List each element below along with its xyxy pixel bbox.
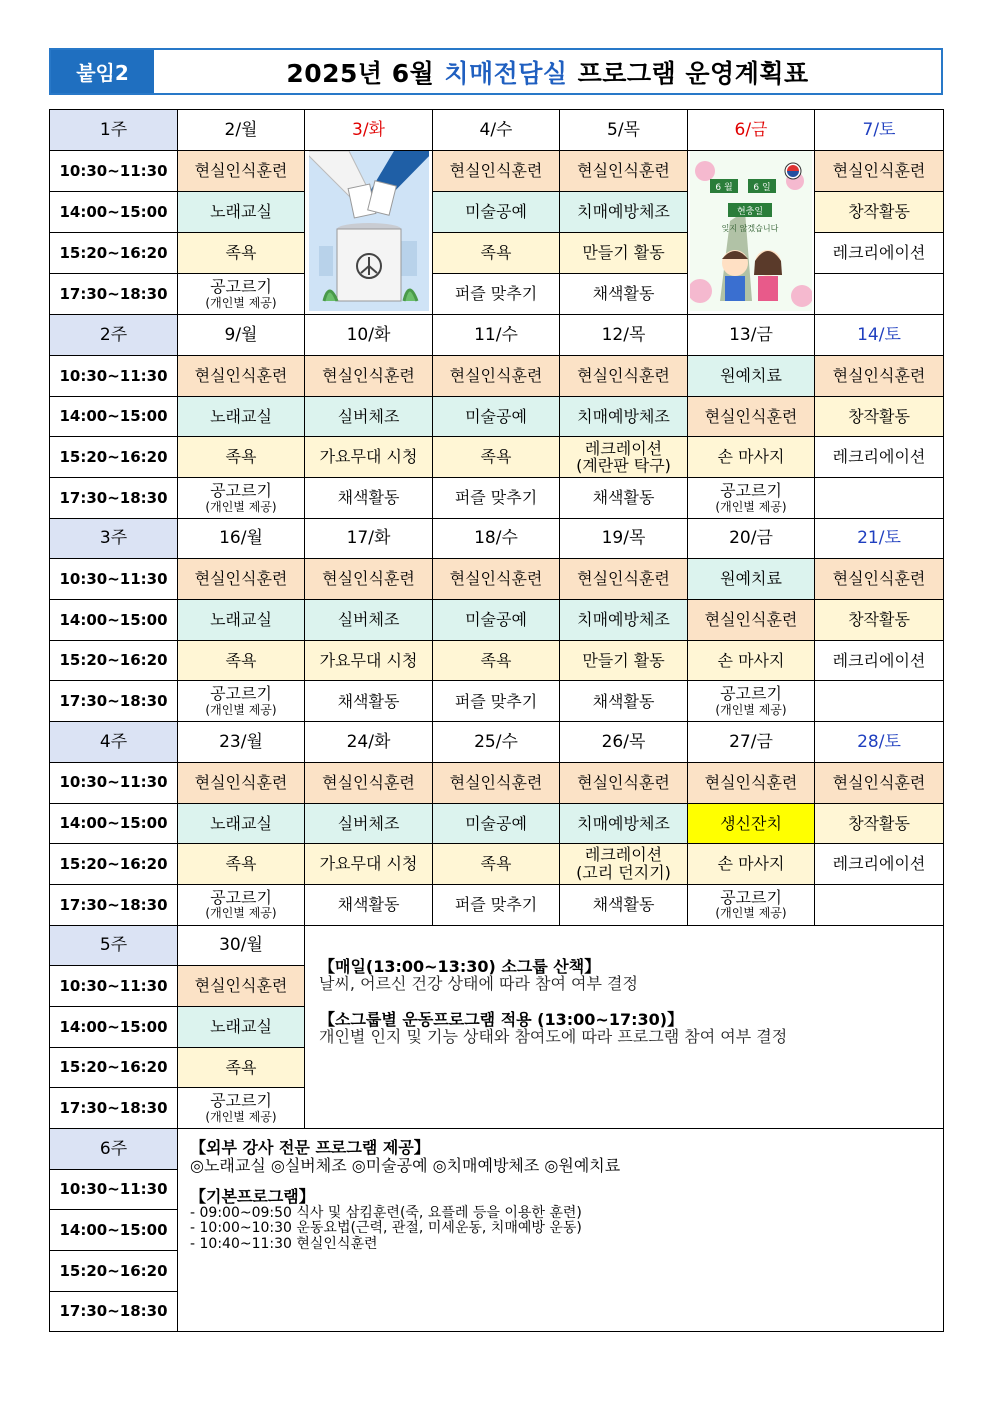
time-slot: 15:20~16:20: [50, 1047, 178, 1088]
program-cell: 현실인식훈련: [433, 762, 560, 803]
program-cell: [688, 884, 815, 925]
time-slot: 17:30~18:30: [50, 1291, 178, 1332]
attachment-tag: 붙임2: [51, 50, 154, 93]
program-cell: 퍼즐 맞추기: [433, 274, 560, 315]
time-slot: 17:30~18:30: [50, 884, 178, 925]
day-header: 11/수: [433, 315, 560, 356]
time-slot: 14:00~15:00: [50, 803, 178, 844]
memorial-title: 현충일: [736, 206, 764, 217]
program-cell: 창작활동: [815, 803, 944, 844]
empty-cell: [815, 274, 944, 315]
time-slot: 14:00~15:00: [50, 1210, 178, 1251]
program-cell: 채색활동: [305, 681, 433, 722]
note-heading: 【매일(13:00~13:30) 소그룹 산책】: [319, 956, 601, 976]
time-slot: 14:00~15:00: [50, 191, 178, 232]
time-slot: 17:30~18:30: [50, 1088, 178, 1129]
day-header: 2/월: [178, 110, 305, 151]
day-header-saturday: 7/토: [815, 110, 944, 151]
program-cell: 실버체조: [305, 396, 433, 437]
program-cell: 현실인식훈련: [560, 355, 688, 396]
program-cell: 만들기 활동: [560, 640, 688, 681]
program-cell: 실버체조: [305, 803, 433, 844]
program-cell: 실버체조: [305, 600, 433, 641]
time-slot: 15:20~16:20: [50, 437, 178, 478]
day-header: 17/화: [305, 518, 433, 559]
program-cell: 치매예방체조: [560, 191, 688, 232]
program-note: (고리 던지기): [576, 863, 671, 883]
note-text: 날씨, 어르신 건강 상태에 따라 참여 여부 결정: [319, 974, 638, 994]
time-slot: 15:20~16:20: [50, 1251, 178, 1292]
program-cell: 창작활동: [815, 396, 944, 437]
day-header-holiday: 3/화: [305, 110, 433, 151]
week-label: 3주: [50, 518, 178, 559]
program-note: (개인별 제공): [205, 295, 277, 310]
time-slot: 15:20~16:20: [50, 844, 178, 885]
week-label: 1주: [50, 110, 178, 151]
program-note: (개인별 제공): [715, 906, 787, 921]
title-room: 치매전담실: [444, 58, 568, 88]
program-cell: 손 마사지: [688, 844, 815, 885]
day-header: 10/화: [305, 315, 433, 356]
program-cell: [560, 844, 688, 885]
program-cell: 현실인식훈련: [560, 762, 688, 803]
time-slot: 15:20~16:20: [50, 232, 178, 273]
program-cell: 현실인식훈련: [560, 150, 688, 191]
program-cell: 만들기 활동: [560, 232, 688, 273]
time-slot: 17:30~18:30: [50, 681, 178, 722]
day-header-saturday: 28/토: [815, 722, 944, 763]
program-cell: [178, 1088, 305, 1129]
day-header: 13/금: [688, 315, 815, 356]
program-cell: 현실인식훈련: [305, 762, 433, 803]
program-cell: 미술공예: [433, 600, 560, 641]
program-cell: 퍼즐 맞추기: [433, 884, 560, 925]
day-header-saturday: 21/토: [815, 518, 944, 559]
note-heading: 【소그룹별 운동프로그램 적용 (13:00~17:30)】: [319, 1009, 684, 1029]
program-name: 공고르기: [210, 480, 272, 500]
program-cell: [178, 884, 305, 925]
program-cell: [560, 437, 688, 478]
time-slot: 14:00~15:00: [50, 1006, 178, 1047]
time-slot: 14:00~15:00: [50, 600, 178, 641]
program-cell: 가요무대 시청: [305, 844, 433, 885]
program-note: (개인별 제공): [205, 499, 277, 514]
program-cell: [178, 681, 305, 722]
program-cell: 채색활동: [560, 681, 688, 722]
program-name: 공고르기: [210, 1091, 272, 1111]
day-header: 25/수: [433, 722, 560, 763]
page-title: [154, 50, 941, 93]
program-name: 공고르기: [720, 684, 782, 704]
program-cell: [178, 478, 305, 519]
program-cell: 미술공예: [433, 191, 560, 232]
program-cell: 채색활동: [560, 274, 688, 315]
time-slot: 15:20~16:20: [50, 640, 178, 681]
time-slot: 17:30~18:30: [50, 274, 178, 315]
program-name: 공고르기: [720, 480, 782, 500]
program-cell: 치매예방체조: [560, 803, 688, 844]
program-cell: 현실인식훈련: [178, 762, 305, 803]
program-cell: 퍼즐 맞추기: [433, 681, 560, 722]
ballot-box-illustration: [309, 151, 429, 311]
program-cell: 현실인식훈련: [433, 559, 560, 600]
program-cell: 족욕: [433, 437, 560, 478]
program-note: (개인별 제공): [205, 906, 277, 921]
program-cell: 현실인식훈련: [305, 355, 433, 396]
program-name: 공고르기: [210, 887, 272, 907]
note-heading: 【기본프로그램】: [190, 1187, 315, 1207]
week-5-header: [50, 925, 944, 966]
program-cell: 미술공예: [433, 803, 560, 844]
program-cell: 현실인식훈련: [560, 559, 688, 600]
program-cell: [178, 274, 305, 315]
program-cell: 현실인식훈련: [688, 600, 815, 641]
program-cell: 가요무대 시청: [305, 437, 433, 478]
schedule-table: [49, 109, 944, 1332]
day-header: 20/금: [688, 518, 815, 559]
program-name: 레크레이션: [584, 845, 663, 865]
program-cell: 족욕: [178, 437, 305, 478]
program-cell: 족욕: [178, 1047, 305, 1088]
program-cell: 레크리에이션: [815, 640, 944, 681]
day-header: 5/목: [560, 110, 688, 151]
note-text: ◎노래교실 ◎실버체조 ◎미술공예 ◎치매예방체조 ◎원예치료: [190, 1155, 621, 1175]
program-cell: 족욕: [178, 232, 305, 273]
program-cell: 손 마사지: [688, 640, 815, 681]
time-slot: 10:30~11:30: [50, 150, 178, 191]
program-cell: 가요무대 시청: [305, 640, 433, 681]
program-cell: 레크리에이션: [815, 232, 944, 273]
program-cell: 족욕: [433, 844, 560, 885]
title-rest: 프로그램 운영계획표: [577, 58, 809, 88]
day-header: 16/월: [178, 518, 305, 559]
birthday-party-cell: 생신잔치: [688, 803, 815, 844]
program-cell: [688, 478, 815, 519]
program-note: (개인별 제공): [715, 499, 787, 514]
day-header: 24/화: [305, 722, 433, 763]
program-cell: 현실인식훈련: [433, 355, 560, 396]
memorial-day-illustration: [690, 151, 812, 311]
program-cell: 현실인식훈련: [688, 762, 815, 803]
day-header-saturday: 14/토: [815, 315, 944, 356]
program-cell: 현실인식훈련: [815, 559, 944, 600]
program-note: (개인별 제공): [205, 703, 277, 718]
program-cell: 미술공예: [433, 396, 560, 437]
day-header: 4/수: [433, 110, 560, 151]
program-cell: 채색활동: [305, 884, 433, 925]
time-slot: 10:30~11:30: [50, 966, 178, 1007]
program-name: 레크레이션: [584, 438, 663, 458]
program-cell: 노래교실: [178, 191, 305, 232]
week-label: 6주: [50, 1129, 178, 1170]
day-header: 23/월: [178, 722, 305, 763]
program-cell: 족욕: [178, 844, 305, 885]
program-cell: 현실인식훈련: [178, 559, 305, 600]
daily-notes: [305, 925, 944, 1128]
program-cell: 노래교실: [178, 803, 305, 844]
title-date: 2025년 6월: [286, 58, 435, 88]
note-item: - 10:00~10:30 운동요법(근력, 관절, 미세운동, 치매예방 운동): [190, 1220, 582, 1237]
week-2-header: [50, 315, 944, 356]
program-cell: 현실인식훈련: [815, 762, 944, 803]
week-3-header: [50, 518, 944, 559]
program-cell: 현실인식훈련: [688, 396, 815, 437]
program-cell: 노래교실: [178, 600, 305, 641]
program-cell: 채색활동: [560, 884, 688, 925]
note-item: - 09:00~09:50 식사 및 삼킴훈련(죽, 요플레 등을 이용한 훈련): [190, 1204, 582, 1221]
day-header: 18/수: [433, 518, 560, 559]
day-header: 26/목: [560, 722, 688, 763]
program-cell: [688, 681, 815, 722]
program-notes: [178, 1129, 944, 1332]
program-name: 공고르기: [210, 684, 272, 704]
memorial-day-image: [688, 150, 815, 315]
day-header: 19/목: [560, 518, 688, 559]
day-header: 27/금: [688, 722, 815, 763]
time-slot: 14:00~15:00: [50, 396, 178, 437]
program-name: 공고르기: [210, 277, 272, 297]
program-cell: 레크리에이션: [815, 844, 944, 885]
program-cell: 채색활동: [560, 478, 688, 519]
day-header: 9/월: [178, 315, 305, 356]
note-text: 개인별 인지 및 기능 상태와 참여도에 따라 프로그램 참여 여부 결정: [319, 1027, 788, 1047]
program-name: 공고르기: [720, 887, 782, 907]
program-note: (개인별 제공): [715, 703, 787, 718]
program-cell: 창작활동: [815, 191, 944, 232]
program-cell: 원예치료: [688, 559, 815, 600]
program-cell: 노래교실: [178, 1006, 305, 1047]
program-cell: 족욕: [433, 232, 560, 273]
time-slot: 10:30~11:30: [50, 559, 178, 600]
program-cell: 현실인식훈련: [178, 150, 305, 191]
program-cell: 노래교실: [178, 396, 305, 437]
note-heading: 【외부 강사 전문 프로그램 제공】: [190, 1138, 430, 1158]
program-cell: 현실인식훈련: [178, 966, 305, 1007]
page-header: [49, 48, 943, 95]
program-cell: 원예치료: [688, 355, 815, 396]
program-note: (개인별 제공): [205, 1109, 277, 1124]
week-6-header: [50, 1129, 944, 1170]
week-label: 2주: [50, 315, 178, 356]
day-header-holiday: 6/금: [688, 110, 815, 151]
day-header: 12/목: [560, 315, 688, 356]
time-slot: 10:30~11:30: [50, 762, 178, 803]
program-cell: 레크리에이션: [815, 437, 944, 478]
memorial-day-label: 6 일: [753, 182, 771, 193]
memorial-subtitle: 잊지 않겠습니다: [721, 223, 779, 233]
program-cell: 족욕: [178, 640, 305, 681]
week-label: 4주: [50, 722, 178, 763]
program-cell: 손 마사지: [688, 437, 815, 478]
program-cell: 현실인식훈련: [433, 150, 560, 191]
program-cell: 현실인식훈련: [815, 355, 944, 396]
empty-cell: [815, 884, 944, 925]
note-item: - 10:40~11:30 현실인식훈련: [190, 1235, 378, 1252]
election-day-image: [305, 150, 433, 315]
memorial-month-label: 6 월: [715, 182, 733, 193]
empty-cell: [815, 681, 944, 722]
week-label: 5주: [50, 925, 178, 966]
program-cell: 현실인식훈련: [305, 559, 433, 600]
program-note: (계란판 탁구): [576, 456, 671, 476]
program-cell: 현실인식훈련: [815, 150, 944, 191]
day-header: 30/월: [178, 925, 305, 966]
program-cell: 채색활동: [305, 478, 433, 519]
empty-cell: [815, 478, 944, 519]
program-cell: 퍼즐 맞추기: [433, 478, 560, 519]
program-cell: 치매예방체조: [560, 600, 688, 641]
program-cell: 치매예방체조: [560, 396, 688, 437]
week-1-header: [50, 110, 944, 151]
program-cell: 창작활동: [815, 600, 944, 641]
time-slot: 17:30~18:30: [50, 478, 178, 519]
program-cell: 족욕: [433, 640, 560, 681]
time-slot: 10:30~11:30: [50, 1169, 178, 1210]
week-4-header: [50, 722, 944, 763]
time-slot: 10:30~11:30: [50, 355, 178, 396]
program-cell: 현실인식훈련: [178, 355, 305, 396]
